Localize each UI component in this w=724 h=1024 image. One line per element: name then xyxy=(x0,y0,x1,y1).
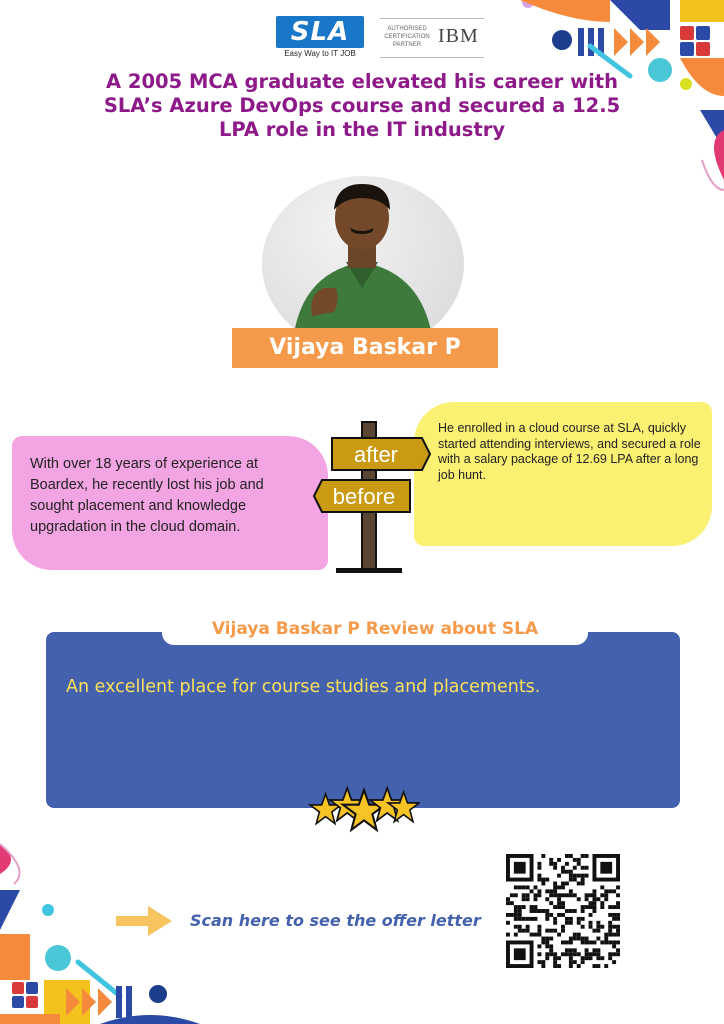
arrow-right-icon xyxy=(114,904,174,938)
sla-tagline: Easy Way to IT JOB xyxy=(284,49,356,58)
partner-line-2: CERTIFICATION xyxy=(384,34,430,40)
scan-instruction: Scan here to see the offer letter xyxy=(190,911,481,930)
review-text: An excellent place for course studies and placements. xyxy=(66,677,541,697)
partner-caption xyxy=(380,25,434,49)
sla-logo xyxy=(276,16,364,56)
before-sign-label: before xyxy=(332,484,396,509)
ibm-partner-badge xyxy=(380,18,484,58)
rating-stars xyxy=(308,782,420,834)
partner-line-1: AUTHORISED xyxy=(387,26,427,32)
decorative-pattern-bottom-left xyxy=(0,830,210,1024)
review-title: Vijaya Baskar P Review about SLA xyxy=(211,619,539,639)
sla-logo-text: SLA xyxy=(290,17,350,47)
headline: A 2005 MCA graduate elevated his career with SLA’s Azure DevOps course and secured a 12.5 LPA role in the IT industry xyxy=(103,70,621,141)
partner-line-3: PARTNER xyxy=(392,42,422,48)
person-illustration xyxy=(262,176,464,352)
qr-code-icon[interactable] xyxy=(506,854,620,968)
before-description: With over 18 years of experience at Boardex, he recently lost his job and sought placement and knowledge upgradation in the cloud domain. xyxy=(30,456,264,535)
name-badge: Vijaya Baskar P xyxy=(232,328,498,368)
profile-photo xyxy=(262,176,464,352)
ibm-brand: IBM xyxy=(438,25,479,47)
after-description: He enrolled in a cloud course at SLA, quickly started attending interviews, and secured a role with a salary package of 12.69 LPA after a long job hunt. xyxy=(438,421,701,482)
signpost-icon xyxy=(310,418,432,576)
after-sign-label: after xyxy=(353,442,399,467)
